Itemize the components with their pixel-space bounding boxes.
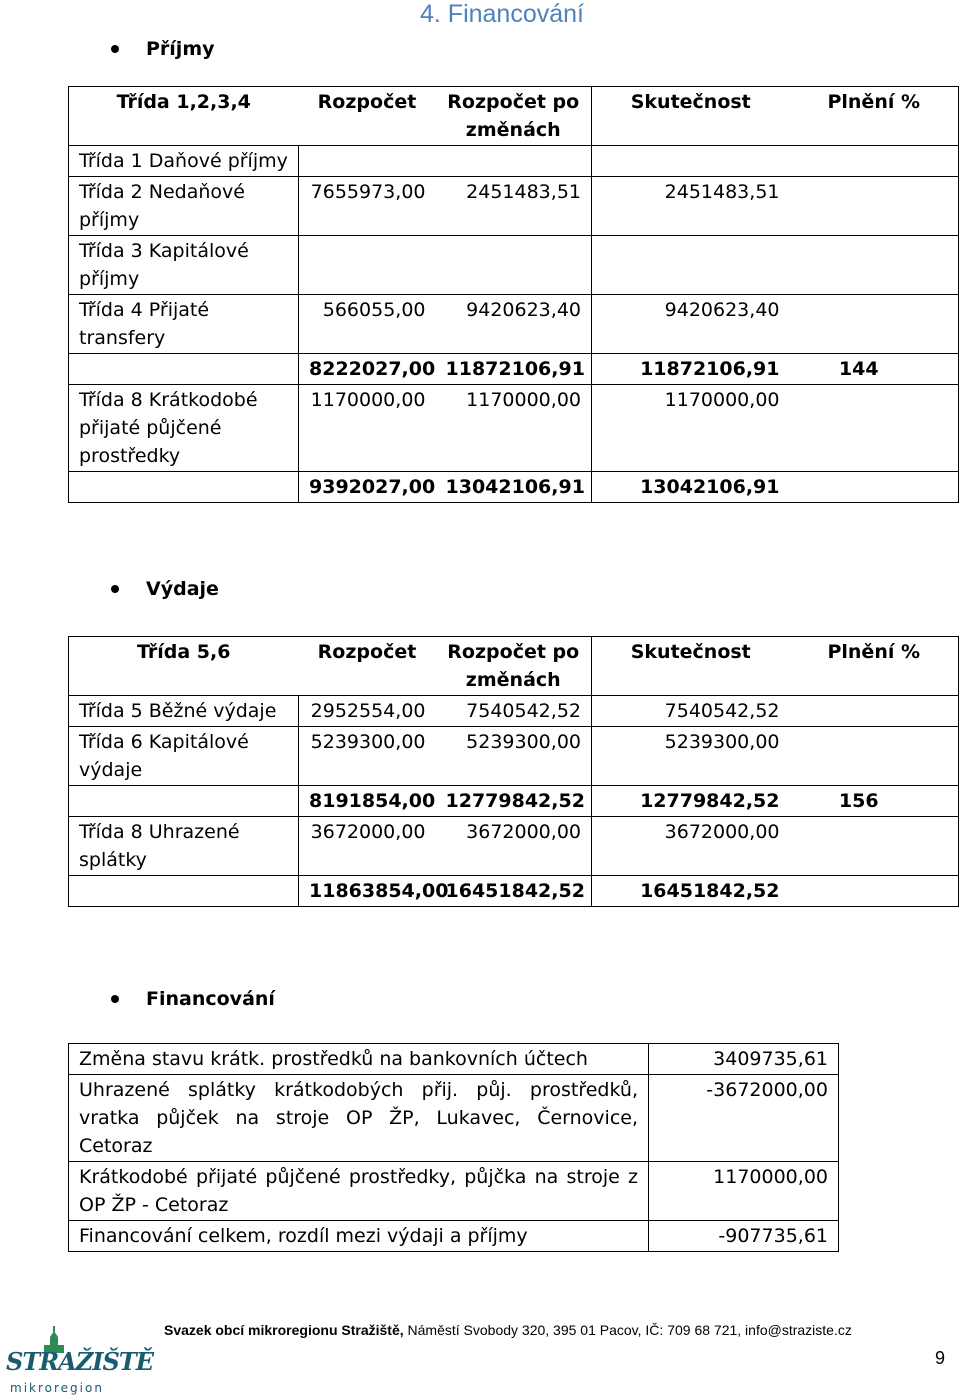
header-cell: Skutečnost: [592, 637, 790, 696]
financing-value: -3672000,00: [649, 1075, 839, 1162]
cell-plneni: [790, 696, 959, 727]
cell-rozpocet: 7655973,00: [299, 177, 436, 236]
income-table: [68, 86, 959, 503]
cell-plneni: [790, 236, 959, 295]
cell-skutecnost: 12779842,52: [592, 786, 790, 817]
cell-skutecnost: 3672000,00: [592, 817, 790, 876]
header-cell: Rozpočet: [299, 87, 436, 146]
bullet-dot-icon: [111, 45, 119, 53]
row-label: Třída 3 Kapitálové příjmy: [69, 236, 299, 295]
header-cell: Plnění %: [790, 637, 959, 696]
table-row: [69, 236, 959, 295]
cell-skutecnost: 1170000,00: [592, 385, 790, 472]
cell-skutecnost: 11872106,91: [592, 354, 790, 385]
logo-text: STRAŽIŠTĚ: [6, 1347, 153, 1376]
row-label: Třída 8 Krátkodobé přijaté půjčené prostředky: [69, 385, 299, 472]
table-row: [69, 727, 959, 786]
table-header-row: [69, 637, 959, 696]
financing-label: Krátkodobé přijaté půjčené prostředky, půjčka na stroje z OP ŽP - Cetoraz: [69, 1162, 649, 1221]
financing-label: Uhrazené splátky krátkodobých přij. půj. prostředků, vratka půjček na stroje OP ŽP, Lukavec, Černovice, Cetoraz: [69, 1075, 649, 1162]
row-label: [69, 786, 299, 817]
cell-skutecnost: 5239300,00: [592, 727, 790, 786]
cell-rozpocet: [299, 236, 436, 295]
table-row-total: [69, 876, 959, 907]
bullet-prijmy: [111, 38, 215, 60]
cell-zmeny: 9420623,40: [436, 295, 592, 354]
financing-label: Změna stavu krátk. prostředků na bankovních účtech: [69, 1044, 649, 1075]
financing-table: [68, 1043, 839, 1252]
bullet-dot-icon: [111, 995, 119, 1003]
cell-skutecnost: 16451842,52: [592, 876, 790, 907]
row-label: Třída 5 Běžné výdaje: [69, 696, 299, 727]
cell-zmeny: 5239300,00: [436, 727, 592, 786]
cell-zmeny: 13042106,91: [436, 472, 592, 503]
cell-plneni: 156: [790, 786, 959, 817]
header-cell: Třída 1,2,3,4: [69, 87, 299, 146]
header-cell: Rozpočet po změnách: [436, 637, 592, 696]
cell-rozpocet: 3672000,00: [299, 817, 436, 876]
table-row: [69, 146, 959, 177]
cell-plneni: [790, 385, 959, 472]
cell-plneni: [790, 727, 959, 786]
bullet-label: Financování: [146, 988, 275, 1010]
footer-address: Náměstí Svobody 320, 395 01 Pacov, IČ: 709 68 721, info@straziste.cz: [403, 1322, 852, 1338]
cell-skutecnost: 2451483,51: [592, 177, 790, 236]
expense-table: [68, 636, 959, 907]
cell-zmeny: 16451842,52: [436, 876, 592, 907]
row-label: Třída 6 Kapitálové výdaje: [69, 727, 299, 786]
table-row: [69, 295, 959, 354]
table-row: [69, 696, 959, 727]
table-row: [69, 1162, 839, 1221]
table-row: [69, 817, 959, 876]
financing-value: 3409735,61: [649, 1044, 839, 1075]
header-cell: Rozpočet: [299, 637, 436, 696]
page-number: 9: [935, 1348, 946, 1368]
cell-rozpocet: 5239300,00: [299, 727, 436, 786]
header-cell: Plnění %: [790, 87, 959, 146]
row-label: [69, 354, 299, 385]
cell-plneni: [790, 472, 959, 503]
cell-zmeny: [436, 146, 592, 177]
mikroregion-logo: [6, 1325, 153, 1397]
cell-skutecnost: 7540542,52: [592, 696, 790, 727]
cell-zmeny: 12779842,52: [436, 786, 592, 817]
row-label: [69, 472, 299, 503]
table-row-subtotal: [69, 786, 959, 817]
cell-rozpocet: 9392027,00: [299, 472, 436, 503]
table-row-subtotal: [69, 354, 959, 385]
cell-rozpocet: 8191854,00: [299, 786, 436, 817]
cell-zmeny: 1170000,00: [436, 385, 592, 472]
cell-rozpocet: 1170000,00: [299, 385, 436, 472]
cell-plneni: [790, 146, 959, 177]
cell-plneni: [790, 876, 959, 907]
section-heading: 4. Financování: [420, 0, 584, 28]
bullet-label: Příjmy: [146, 38, 215, 60]
financing-value: -907735,61: [649, 1221, 839, 1252]
bullet-dot-icon: [111, 585, 119, 593]
logo-subtext: mikroregion: [10, 1381, 104, 1395]
footer-text: [164, 1322, 852, 1338]
cell-plneni: 144: [790, 354, 959, 385]
header-cell: Rozpočet po změnách: [436, 87, 592, 146]
table-row: [69, 1075, 839, 1162]
row-label: Třída 1 Daňové příjmy: [69, 146, 299, 177]
footer-org: Svazek obcí mikroregionu Stražiště,: [164, 1322, 404, 1338]
table-row: [69, 177, 959, 236]
table-row-total: [69, 472, 959, 503]
table-row-total: [69, 1221, 839, 1252]
row-label: Třída 2 Nedaňové příjmy: [69, 177, 299, 236]
row-label: Třída 8 Uhrazené splátky: [69, 817, 299, 876]
cell-rozpocet: 566055,00: [299, 295, 436, 354]
financing-value: 1170000,00: [649, 1162, 839, 1221]
cell-zmeny: 11872106,91: [436, 354, 592, 385]
bullet-vydaje: [111, 578, 219, 600]
cell-plneni: [790, 295, 959, 354]
cell-rozpocet: 8222027,00: [299, 354, 436, 385]
cell-plneni: [790, 817, 959, 876]
cell-rozpocet: 11863854,00: [299, 876, 436, 907]
bullet-financovani: [111, 988, 275, 1010]
cell-rozpocet: 2952554,00: [299, 696, 436, 727]
table-row: [69, 385, 959, 472]
cell-skutecnost: 9420623,40: [592, 295, 790, 354]
cell-zmeny: [436, 236, 592, 295]
table-header-row: [69, 87, 959, 146]
cell-zmeny: 3672000,00: [436, 817, 592, 876]
cell-skutecnost: 13042106,91: [592, 472, 790, 503]
cell-rozpocet: [299, 146, 436, 177]
cell-zmeny: 7540542,52: [436, 696, 592, 727]
header-cell: Skutečnost: [592, 87, 790, 146]
row-label: Třída 4 Přijaté transfery: [69, 295, 299, 354]
cell-skutecnost: [592, 236, 790, 295]
table-row: [69, 1044, 839, 1075]
financing-label: Financování celkem, rozdíl mezi výdaji a příjmy: [69, 1221, 649, 1252]
cell-plneni: [790, 177, 959, 236]
cell-skutecnost: [592, 146, 790, 177]
header-cell: Třída 5,6: [69, 637, 299, 696]
cell-zmeny: 2451483,51: [436, 177, 592, 236]
row-label: [69, 876, 299, 907]
bullet-label: Výdaje: [146, 578, 219, 600]
